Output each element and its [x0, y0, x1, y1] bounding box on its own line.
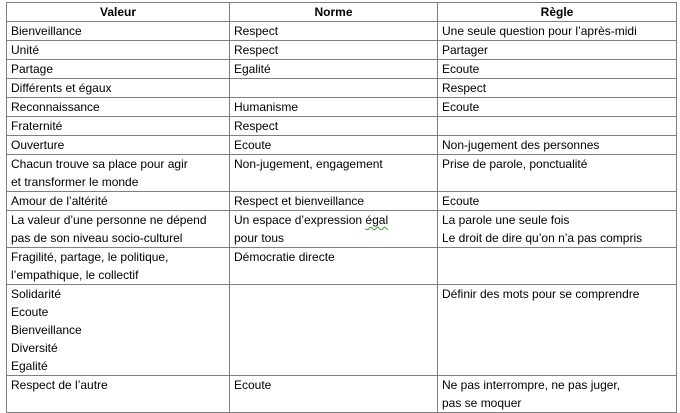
- table-row: [7, 248, 677, 285]
- cell-norme: [230, 136, 438, 155]
- table-row: [7, 117, 677, 136]
- table-row: [7, 60, 677, 79]
- table-row: [7, 211, 677, 248]
- table-row: [7, 136, 677, 155]
- cell-regle: [438, 79, 677, 98]
- cell-text-line: Bienveillance: [11, 24, 82, 38]
- cell-text-line: Non-jugement, engagement: [234, 157, 383, 171]
- cell-valeur: [7, 117, 230, 136]
- cell-norme: [230, 60, 438, 79]
- values-norms-rules-table: [6, 2, 677, 413]
- cell-text-line: Ecoute: [442, 100, 480, 114]
- cell-text-line: Fraternité: [11, 119, 63, 133]
- cell-norme: [230, 211, 438, 248]
- document-page: [6, 2, 677, 413]
- cell-valeur: [7, 22, 230, 41]
- table-header-row: [7, 3, 677, 22]
- cell-text-line: Une seule question pour l’après-midi: [442, 24, 637, 38]
- cell-norme: [230, 285, 438, 376]
- table-body: [7, 22, 677, 413]
- cell-regle: [438, 136, 677, 155]
- cell-valeur: [7, 285, 230, 376]
- cell-regle: [438, 60, 677, 79]
- cell-regle: [438, 211, 677, 248]
- cell-text-line: Ecoute: [442, 62, 480, 76]
- cell-norme: [230, 155, 438, 192]
- cell-text-line: Respect et bienveillance: [234, 194, 365, 208]
- cell-valeur: [7, 376, 230, 413]
- header-regle: Règle: [438, 3, 677, 22]
- cell-regle: [438, 41, 677, 60]
- cell-text-line: Ouverture: [11, 138, 65, 152]
- cell-regle: [438, 155, 677, 192]
- cell-regle: [438, 192, 677, 211]
- cell-text-line: Respect: [234, 43, 279, 57]
- cell-text-line: Ne pas interrompre, ne pas juger,: [442, 378, 621, 392]
- cell-text-line: Respect: [234, 24, 279, 38]
- cell-text-line: Ecoute: [234, 138, 272, 152]
- cell-regle: [438, 117, 677, 136]
- spellcheck-word: égal: [365, 213, 389, 227]
- cell-valeur: [7, 136, 230, 155]
- cell-text-line: Définir des mots pour se comprendre: [442, 287, 640, 301]
- cell-text-line: Ecoute: [11, 305, 49, 319]
- cell-text-line: La valeur d’une personne ne dépend: [11, 213, 207, 227]
- cell-text-line: l’empathique, le collectif: [11, 268, 139, 282]
- cell-regle: [438, 248, 677, 285]
- cell-regle: [438, 376, 677, 413]
- cell-text-line: Non-jugement des personnes: [442, 138, 600, 152]
- cell-text-line: Démocratie directe: [234, 250, 335, 264]
- cell-norme: [230, 79, 438, 98]
- table-row: [7, 376, 677, 413]
- header-valeur: Valeur: [7, 3, 230, 22]
- cell-text-line: Solidarité: [11, 287, 62, 301]
- table-row: [7, 155, 677, 192]
- cell-text-line: Ecoute: [442, 194, 480, 208]
- table-row: [7, 285, 677, 376]
- cell-text-line: Amour de l’altérité: [11, 194, 108, 208]
- cell-valeur: [7, 98, 230, 117]
- cell-text-line: Egalité: [234, 62, 271, 76]
- cell-text-line: Respect: [234, 119, 279, 133]
- table-row: [7, 192, 677, 211]
- cell-text-line: Partager: [442, 43, 489, 57]
- table-row: [7, 22, 677, 41]
- cell-valeur: [7, 41, 230, 60]
- cell-valeur: [7, 79, 230, 98]
- table-row: [7, 79, 677, 98]
- cell-text-line: et transformer le monde: [11, 175, 139, 189]
- cell-text-line: Différents et égaux: [11, 81, 112, 95]
- cell-text-line: pas se moquer: [442, 396, 522, 410]
- cell-norme: [230, 376, 438, 413]
- cell-norme: [230, 98, 438, 117]
- header-norme: Norme: [230, 3, 438, 22]
- cell-valeur: [7, 155, 230, 192]
- cell-regle: [438, 285, 677, 376]
- cell-norme: [230, 117, 438, 136]
- cell-text-line: Egalité: [11, 359, 48, 373]
- cell-text-line: Respect: [442, 81, 487, 95]
- cell-valeur: [7, 211, 230, 248]
- cell-text-line: Diversité: [11, 341, 58, 355]
- cell-norme: [230, 248, 438, 285]
- cell-text-line: La parole une seule fois: [442, 213, 570, 227]
- cell-regle: [438, 98, 677, 117]
- cell-text-line: Respect de l’autre: [11, 378, 108, 392]
- table-row: [7, 98, 677, 117]
- cell-text-line: Reconnaissance: [11, 100, 100, 114]
- cell-text-line: pas de son niveau socio-culturel: [11, 231, 183, 245]
- cell-text-line: Unité: [11, 43, 40, 57]
- cell-norme: [230, 22, 438, 41]
- cell-text-line: Partage: [11, 62, 54, 76]
- cell-text-line: Chacun trouve sa place pour agir: [11, 157, 188, 171]
- cell-text-line: Un espace d’expression égal: [234, 213, 389, 227]
- cell-valeur: [7, 60, 230, 79]
- cell-text-line: Prise de parole, ponctualité: [442, 157, 588, 171]
- cell-text-line: Fragilité, partage, le politique,: [11, 250, 169, 264]
- cell-text-line: pour tous: [234, 231, 285, 245]
- cell-text-line: Ecoute: [234, 378, 272, 392]
- cell-text-line: Humanisme: [234, 100, 299, 114]
- table-row: [7, 41, 677, 60]
- cell-valeur: [7, 248, 230, 285]
- cell-norme: [230, 192, 438, 211]
- cell-text-line: Le droit de dire qu’on n’a pas compris: [442, 231, 643, 245]
- cell-norme: [230, 41, 438, 60]
- cell-valeur: [7, 192, 230, 211]
- cell-text-line: Bienveillance: [11, 323, 82, 337]
- cell-regle: [438, 22, 677, 41]
